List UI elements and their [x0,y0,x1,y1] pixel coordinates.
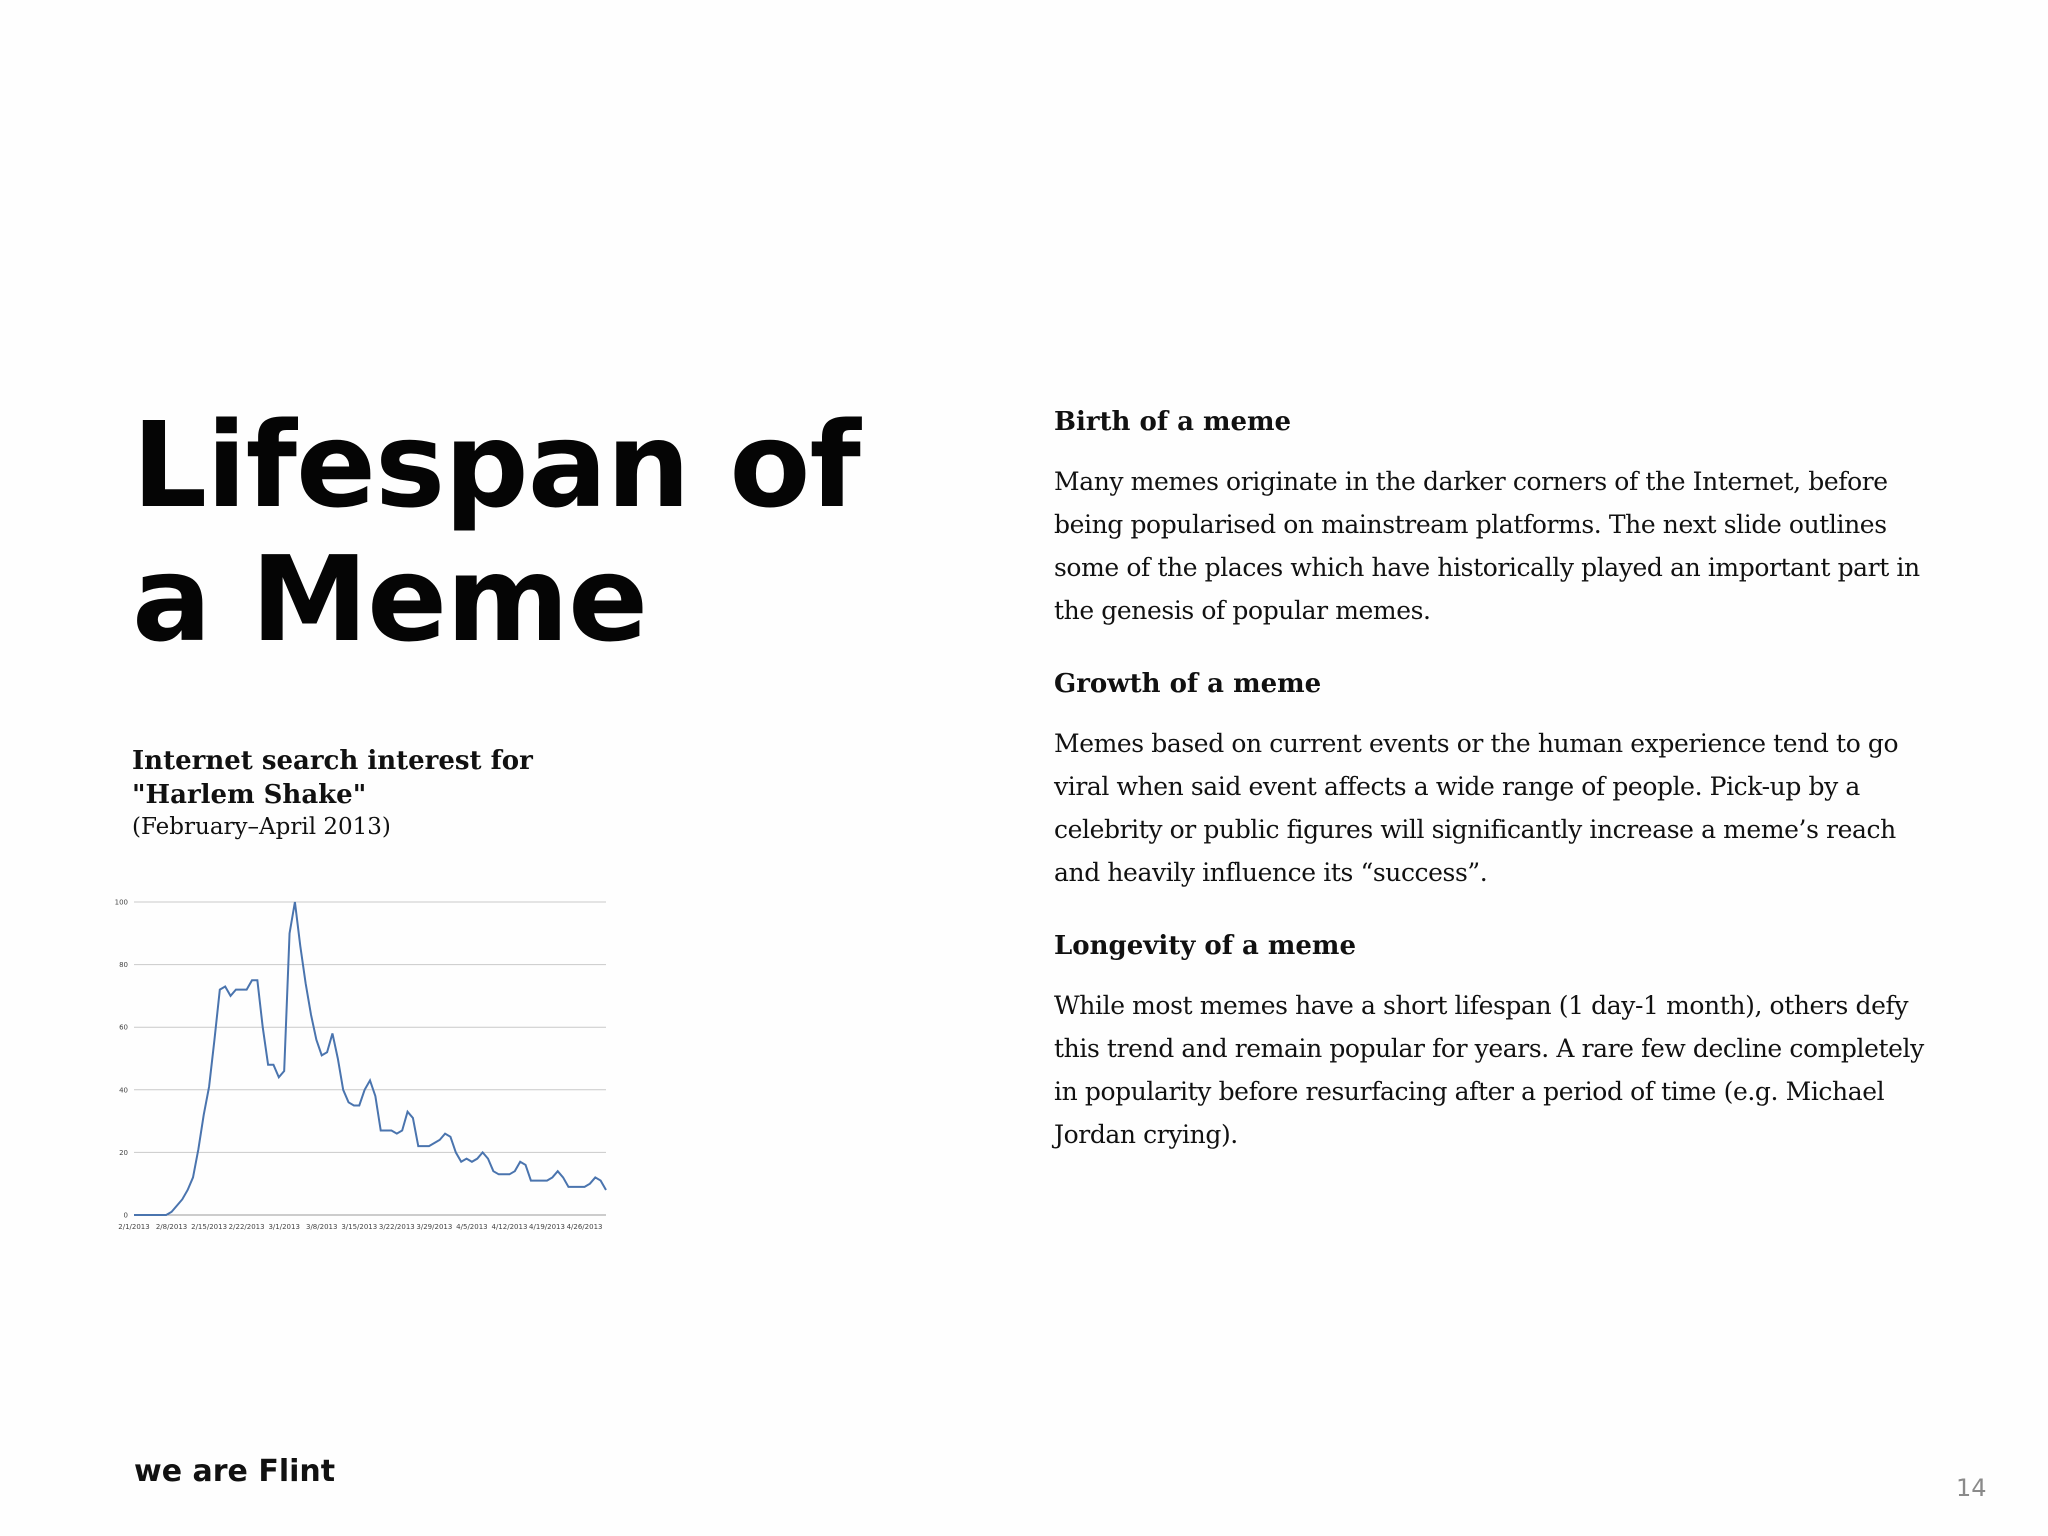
y-tick-label: 60 [119,1023,128,1032]
section-heading: Growth of a meme [1054,669,1322,699]
section-longevity [1054,930,1934,1156]
chart-title: Internet search interest for "Harlem Shake" [132,746,533,810]
x-tick-label: 2/1/2013 [118,1223,150,1231]
body-text-column [1054,406,1934,1192]
x-axis [118,1223,602,1231]
chart-subtitle: (February–April 2013) [132,814,391,840]
x-tick-label: 2/15/2013 [191,1223,228,1231]
x-tick-label: 4/12/2013 [491,1223,528,1231]
x-tick-label: 3/22/2013 [378,1223,415,1231]
section-heading: Longevity of a meme [1054,931,1356,961]
x-tick-label: 3/15/2013 [341,1223,378,1231]
section-body: While most memes have a short lifespan (1 day-1 month), others defy this trend and remain popular for years. A rare few decline completely in popularity before resurfacing after a period of time (e.g. Michael Jordan crying). [1054,991,1924,1149]
y-tick-label: 0 [123,1211,128,1220]
y-axis [115,899,128,1220]
x-tick-label: 4/26/2013 [566,1223,603,1231]
series-line [134,902,606,1215]
slide-title: Lifespan of a Meme [132,396,860,668]
section-birth [1054,406,1934,632]
line-chart [108,880,608,1240]
page-number: 14 [1956,1474,1987,1502]
section-growth [1054,668,1934,894]
section-heading: Birth of a meme [1054,407,1292,437]
x-tick-label: 3/1/2013 [268,1223,300,1231]
brand-logo: we are Flint [134,1454,336,1489]
y-tick-label: 80 [119,961,128,970]
y-tick-label: 40 [119,1086,128,1095]
y-tick-label: 20 [119,1148,128,1157]
x-tick-label: 3/8/2013 [306,1223,338,1231]
chart-grid [134,902,606,1215]
x-tick-label: 3/29/2013 [416,1223,453,1231]
y-tick-label: 100 [114,898,128,907]
x-tick-label: 2/8/2013 [155,1223,188,1231]
search-interest-chart [108,880,608,1240]
x-tick-label: 2/22/2013 [228,1223,265,1231]
chart-caption [132,744,552,842]
section-body: Many memes originate in the darker corners of the Internet, before being popularised on mainstream platforms. The next slide outlines some of the places which have historically played an important part in the genesis of popular memes. [1054,467,1920,625]
x-tick-label: 4/19/2013 [529,1223,565,1231]
section-body: Memes based on current events or the human experience tend to go viral when said event affects a wide range of people. Pick-up by a celebrity or public figures will significantly increase a meme’s reach and heavily influence its “success”. [1054,729,1899,887]
x-tick-label: 4/5/2013 [456,1223,488,1231]
